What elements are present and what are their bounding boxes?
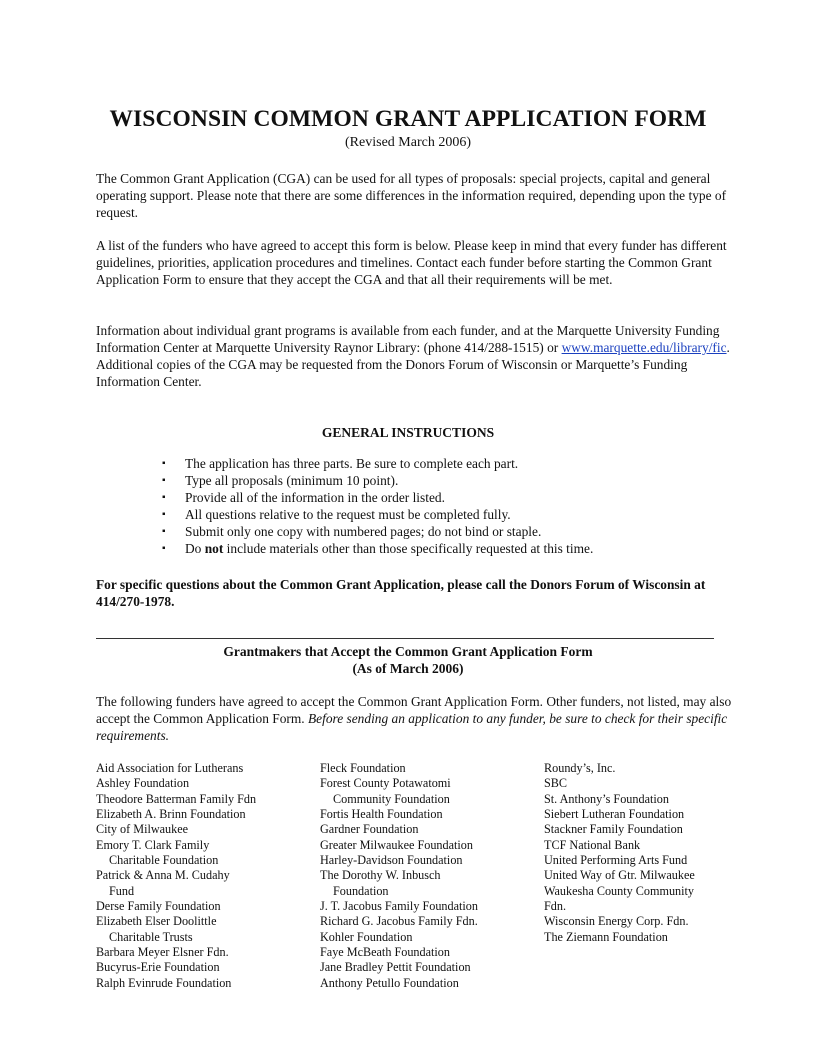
grantmakers-heading: Grantmakers that Accept the Common Grant Application Form [223, 644, 593, 659]
funder-list-item: Fortis Health Foundation [320, 807, 443, 822]
funder-list-item: Foundation [333, 883, 389, 898]
bullet-icon: ▪ [162, 526, 166, 538]
funder-column-2 [320, 761, 478, 991]
list-item [160, 472, 593, 489]
list-item [160, 455, 593, 472]
funder-list-item: Richard G. Jacobus Family Fdn. [320, 914, 478, 929]
funder-list-item: Fleck Foundation [320, 761, 406, 775]
intro-paragraph-3 [96, 322, 736, 390]
funder-list-item: United Performing Arts Fund [544, 853, 688, 868]
funder-list-item: Barbara Meyer Elsner Fdn. [96, 945, 229, 960]
intro-paragraph-3-text-a: Information about individual grant programs is available from each funder, and at the Marquette University Funding Information Center at Marquette University Raynor Library: (phone 414/288-1515) or [96, 323, 720, 355]
document-subtitle: (Revised March 2006) [345, 135, 471, 150]
contact-note: For specific questions about the Common Grant Application, please call the Donors Forum of Wisconsin at 414/270-1978. [96, 577, 706, 609]
funder-list-item: Roundy’s, Inc. [544, 761, 616, 775]
funder-list-item: The Dorothy W. Inbusch [320, 868, 441, 883]
grantmakers-intro-italic: Before sending an application to any funder, be sure to check for their specific requirements. [96, 711, 728, 743]
funder-list-item: Jane Bradley Pettit Foundation [320, 960, 471, 975]
funder-list-item: Fund [109, 883, 135, 898]
funder-list-item: Waukesha County Community [544, 883, 694, 898]
funder-list-item: United Way of Gtr. Milwaukee [544, 868, 695, 883]
funder-list-item: Anthony Petullo Foundation [320, 975, 459, 990]
list-item-text: Type all proposals (minimum 10 point). [185, 473, 399, 489]
list-item-text: Provide all of the information in the order listed. [185, 490, 445, 506]
funder-list-item: Elizabeth A. Brinn Foundation [96, 807, 246, 822]
funder-list-item: The Ziemann Foundation [544, 929, 668, 944]
bullet-icon: ▪ [162, 492, 166, 504]
list-item-emphasis: not [204, 541, 224, 557]
funder-list-item: St. Anthony’s Foundation [544, 791, 669, 806]
list-item-text: The application has three parts. Be sure to complete each part. [185, 456, 519, 471]
funder-list-item: Derse Family Foundation [96, 899, 221, 914]
bullet-icon: ▪ [162, 509, 166, 521]
instructions-list [160, 455, 593, 558]
section-divider [96, 638, 714, 639]
grantmakers-subheading: (As of March 2006) [352, 661, 464, 676]
funder-list-item: Wisconsin Energy Corp. Fdn. [544, 914, 689, 929]
document-title: WISCONSIN COMMON GRANT APPLICATION FORM [109, 106, 707, 132]
funder-list-item: Faye McBeath Foundation [320, 945, 450, 960]
funder-list-item: Theodore Batterman Family Fdn [96, 791, 257, 806]
funder-list-item: Forest County Potawatomi [320, 776, 451, 791]
funder-list-item: Ashley Foundation [96, 776, 190, 791]
list-item [160, 506, 593, 523]
list-item [160, 523, 593, 540]
intro-paragraph-1: The Common Grant Application (CGA) can be used for all types of proposals: special projects, capital and general operating support. Please note that there are some differences in the information required, depending upon the type of request. [96, 171, 727, 220]
funder-list-item: Gardner Foundation [320, 822, 419, 837]
funder-list-item: Harley-Davidson Foundation [320, 853, 463, 868]
bullet-icon: ▪ [162, 543, 166, 555]
funder-list-item: Aid Association for Lutherans [96, 761, 244, 775]
list-item-text-a: Do [185, 541, 205, 557]
funder-list-item: Community Foundation [333, 791, 450, 806]
intro-paragraph-2: A list of the funders who have agreed to accept this form is below. Please keep in mind that every funder has different guidelines, priorities, application procedures and timelines. Contact each funder before starting the Common Grant Application Form to ensure that they accept the CGA and that all their requirements will be met. [96, 238, 727, 287]
marquette-fic-link[interactable]: www.marquette.edu/library/fic [561, 340, 727, 355]
funder-list-item: Charitable Trusts [109, 929, 193, 944]
intro-paragraph-3-text-b: . Additional copies of the CGA may be requested from the Donors Forum of Wisconsin or Marquette’s Funding Information Center. [96, 340, 730, 389]
funder-list-item: SBC [544, 776, 568, 791]
funder-list-item: J. T. Jacobus Family Foundation [320, 899, 478, 914]
bullet-icon: ▪ [162, 458, 166, 469]
funder-list-item: TCF National Bank [544, 837, 641, 852]
funder-list-item: Emory T. Clark Family [96, 837, 210, 852]
bullet-icon: ▪ [162, 475, 166, 487]
general-instructions-heading: GENERAL INSTRUCTIONS [321, 425, 495, 440]
grantmakers-intro-text: The following funders have agreed to accept the Common Grant Application Form. Other funders, not listed, may also accept the Common Application Form. [96, 694, 732, 726]
funder-list-item: Greater Milwaukee Foundation [320, 837, 473, 852]
funder-list-item: Siebert Lutheran Foundation [544, 807, 685, 822]
funder-list-item: Elizabeth Elser Doolittle [96, 914, 217, 929]
funder-list-item: Bucyrus-Erie Foundation [96, 960, 220, 975]
grantmakers-intro [96, 693, 736, 744]
funder-list-item: Charitable Foundation [109, 853, 219, 868]
list-item [160, 540, 593, 557]
funder-column-3 [544, 761, 695, 945]
funder-list-item: Stackner Family Foundation [544, 822, 683, 837]
funder-column-1 [96, 761, 256, 991]
funder-list-item: Ralph Evinrude Foundation [96, 975, 232, 990]
funder-list-item: City of Milwaukee [96, 822, 189, 837]
list-item-text: All questions relative to the request must be completed fully. [185, 507, 511, 523]
list-item-text [185, 541, 593, 556]
list-item-text: Submit only one copy with numbered pages; do not bind or staple. [185, 524, 542, 540]
funder-list-item: Fdn. [544, 899, 567, 914]
list-item [160, 489, 593, 506]
funder-list-item: Patrick & Anna M. Cudahy [96, 868, 230, 883]
funder-list-item: Kohler Foundation [320, 929, 413, 944]
list-item-text-b: include materials other than those specifically requested at this time. [223, 541, 594, 557]
